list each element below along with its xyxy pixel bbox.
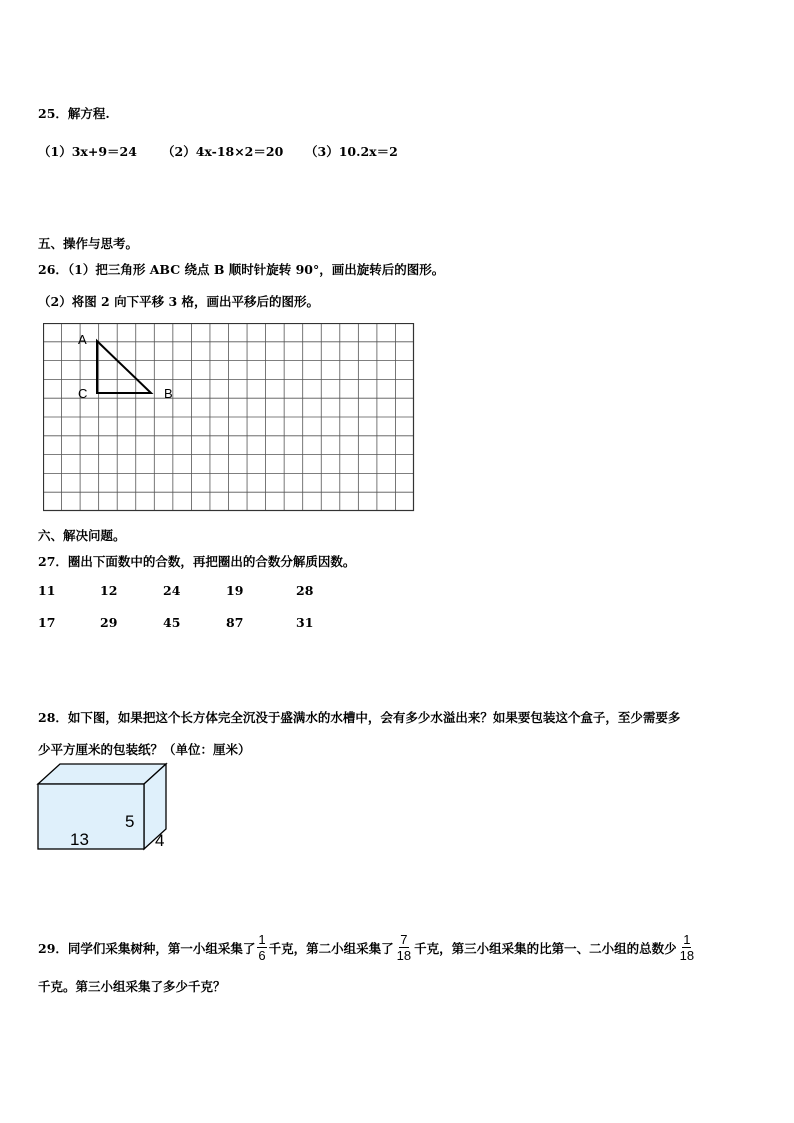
q25-equation-2: （2）4x-18×2＝20 xyxy=(162,144,284,159)
fraction-denominator: 18 xyxy=(679,948,695,963)
fraction-numerator: 1 xyxy=(683,932,691,947)
q27-number: 19 xyxy=(226,583,244,598)
label-a: A xyxy=(78,332,87,347)
q29-text: 千克，第三小组采集的比第一、二小组的总数少 xyxy=(414,940,677,956)
q25-equation-3: （3）10.2x＝2 xyxy=(305,144,398,159)
width-label: 4 xyxy=(155,831,165,850)
q27-number: 24 xyxy=(163,583,181,598)
q27-number: 28 xyxy=(296,583,314,598)
q26-grid-figure xyxy=(43,323,415,513)
q28-line-2: 少平方厘米的包装纸？（单位：厘米） xyxy=(38,742,251,757)
cuboid-figure xyxy=(36,762,176,854)
q29-text: 千克，第二小组采集了 xyxy=(268,940,394,956)
q27-title: 27．圈出下面数中的合数，再把圈出的合数分解质因数。 xyxy=(38,554,356,569)
q27-number: 31 xyxy=(296,615,314,630)
q25-title: 25．解方程. xyxy=(38,106,110,121)
q28-line-1: 28．如下图，如果把这个长方体完全沉没于盛满水的水槽中，会有多少水溢出来？如果要包装这个盒子，至少需要多 xyxy=(38,710,681,725)
q27-number: 12 xyxy=(100,583,118,598)
fraction-1 xyxy=(257,932,266,963)
fraction-numerator: 1 xyxy=(258,932,266,947)
label-c: C xyxy=(78,386,88,401)
q29-line-1 xyxy=(38,932,697,963)
fraction-numerator: 7 xyxy=(400,932,408,947)
fraction-denominator: 6 xyxy=(258,948,266,963)
q26-line-1: 26．（1）把三角形 ABC 绕点 B 顺时针旋转 90°，画出旋转后的图形。 xyxy=(38,262,445,277)
triangle-abc xyxy=(97,341,151,393)
q27-number: 11 xyxy=(38,583,56,598)
section-6-heading: 六、解决问题。 xyxy=(38,528,126,543)
q26-line-2: （2）将图 2 向下平移 3 格，画出平移后的图形。 xyxy=(38,294,320,309)
q27-number: 45 xyxy=(163,615,181,630)
fraction-3 xyxy=(679,932,695,963)
q25-equation-1: （1）3x+9＝24 xyxy=(38,144,137,159)
label-b: B xyxy=(164,386,173,401)
q27-number: 17 xyxy=(38,615,56,630)
q27-number: 87 xyxy=(226,615,244,630)
height-label: 5 xyxy=(125,812,135,831)
q29-text: 29．同学们采集树种，第一小组采集了 xyxy=(38,940,256,956)
grid-lines xyxy=(43,323,414,511)
section-5-heading: 五、操作与思考。 xyxy=(38,236,139,251)
length-label: 13 xyxy=(70,830,89,849)
q27-number: 29 xyxy=(100,615,118,630)
fraction-2 xyxy=(396,932,412,963)
fraction-denominator: 18 xyxy=(396,948,412,963)
q29-line-2: 千克。第三小组采集了多少千克？ xyxy=(38,979,226,994)
